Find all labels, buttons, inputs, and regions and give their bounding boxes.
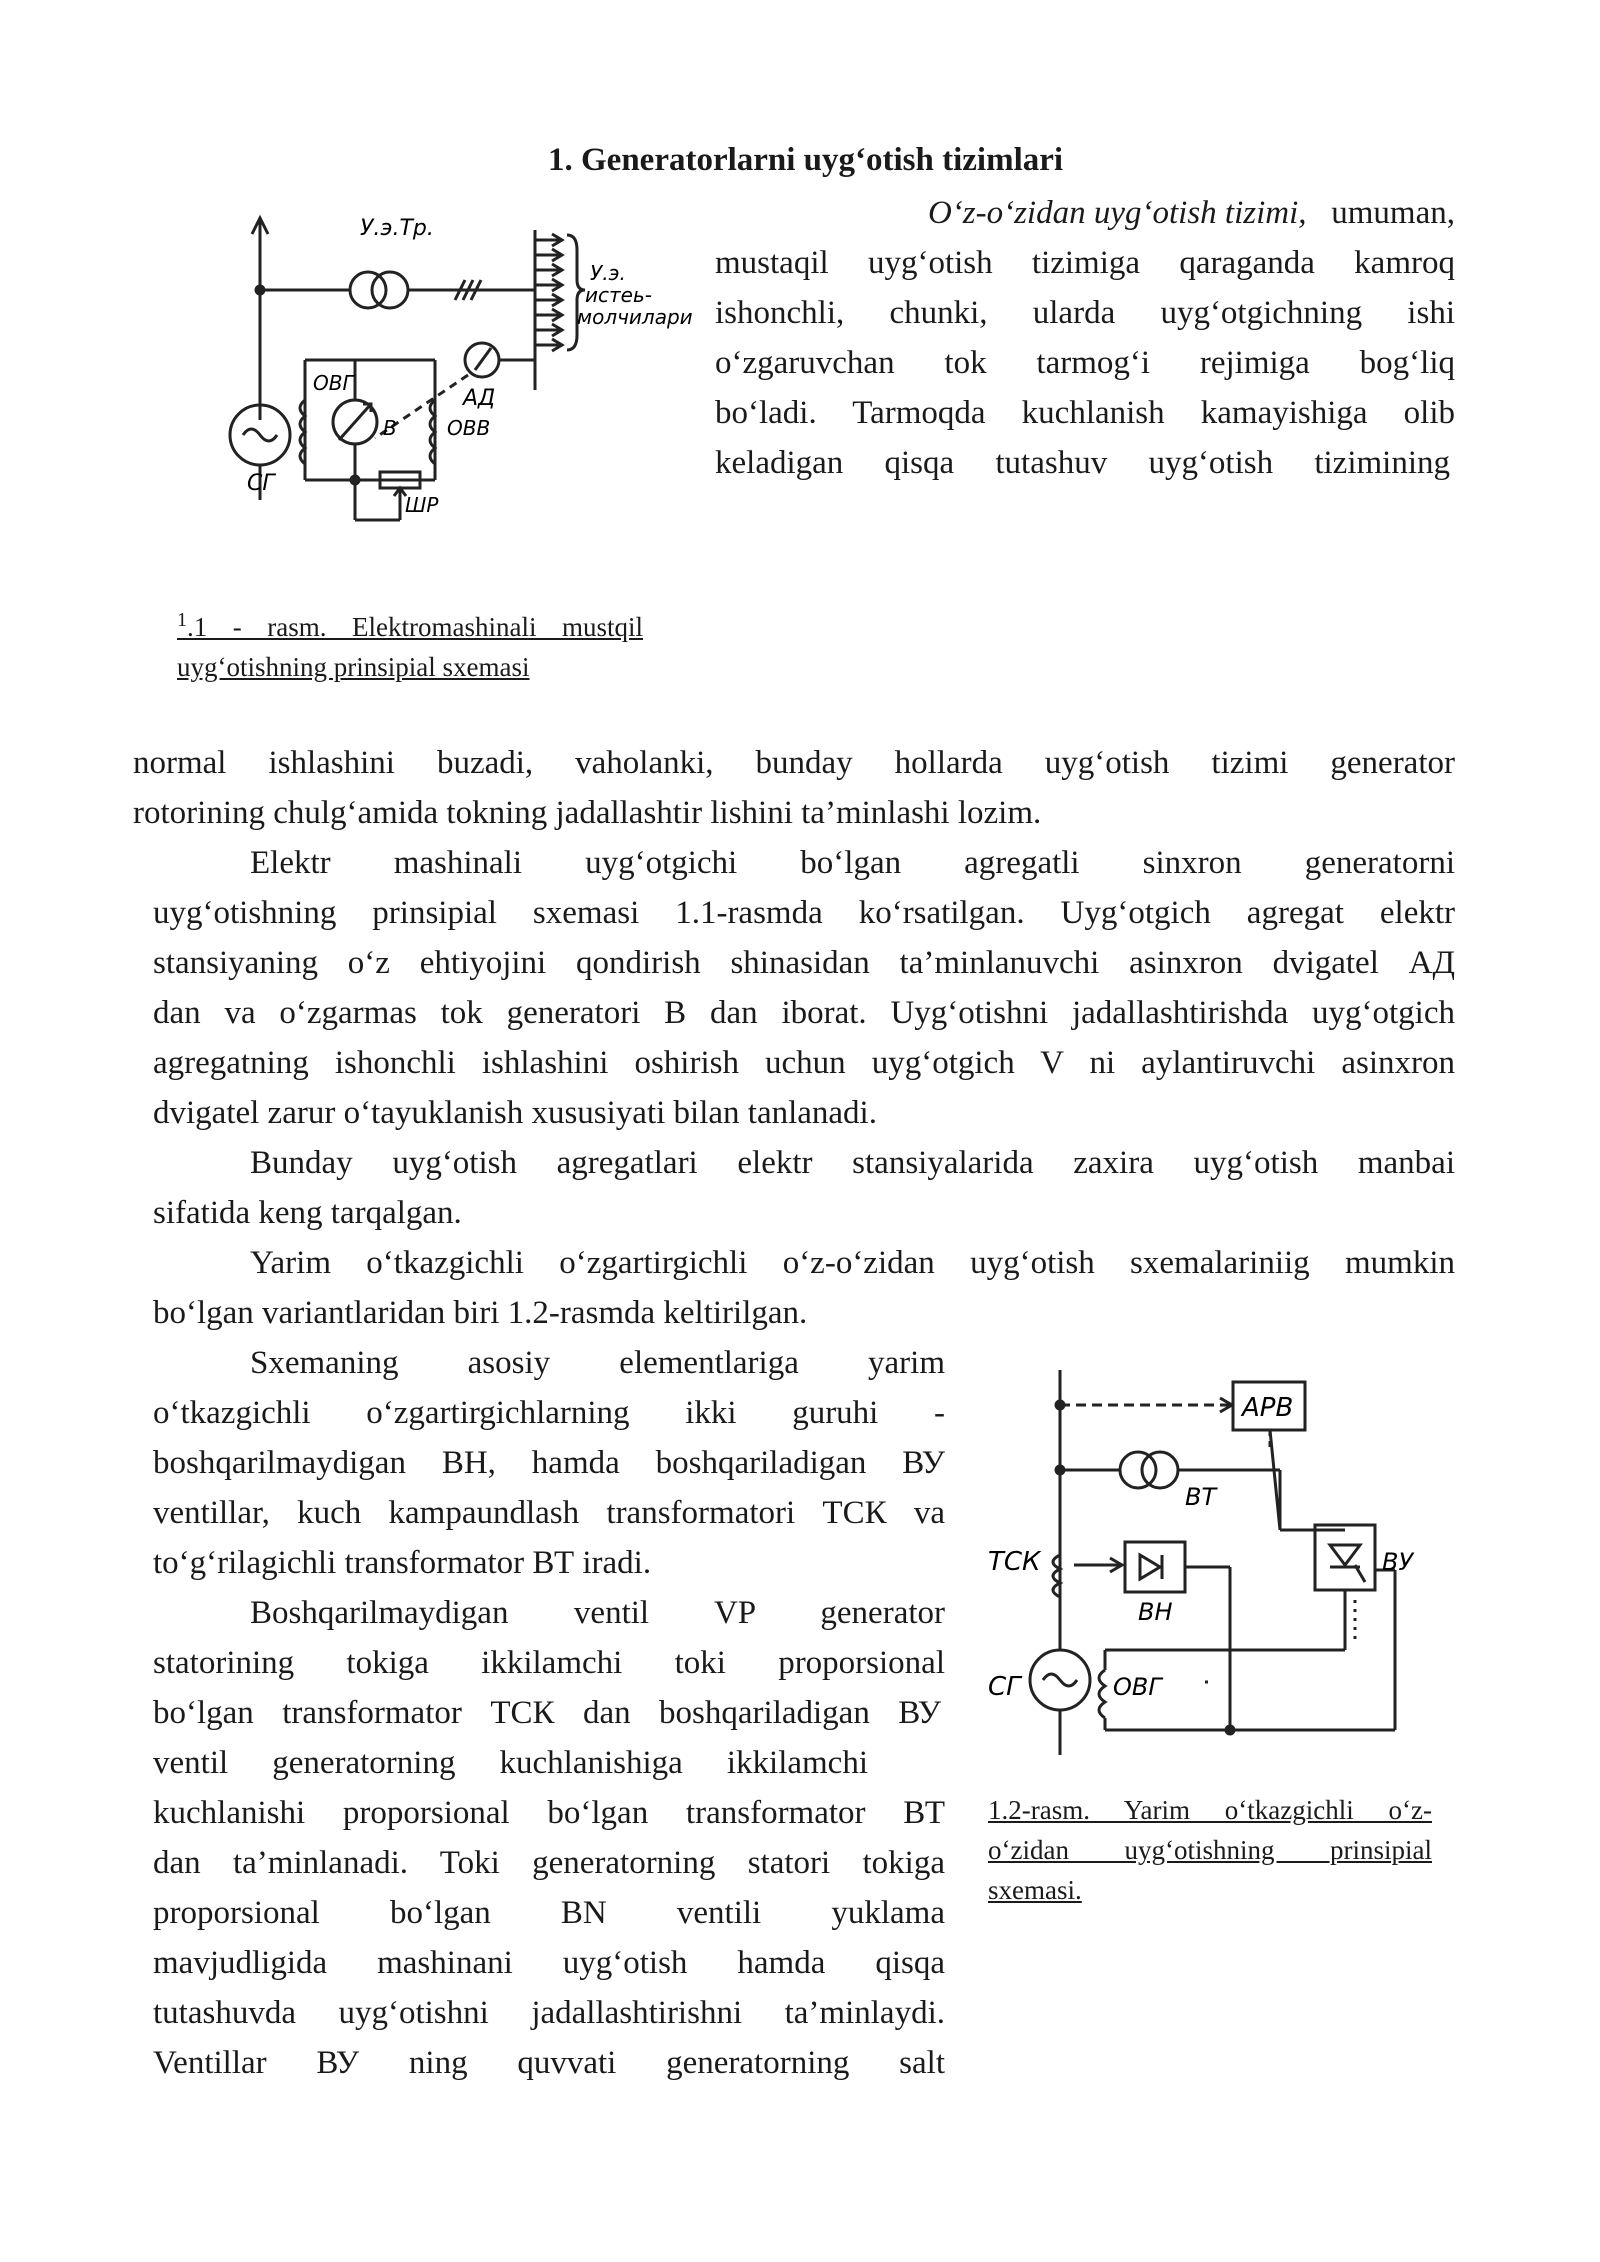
text-line: Yarim o‘tkazgichli o‘zgartirgichli o‘z-o‘zidan uyg‘otish sxemalariniig mumkin	[250, 1245, 1455, 1281]
text-line: to‘g‘rilagichli transformator ВТ iradi.	[153, 1545, 652, 1581]
label-vu: ВУ	[1382, 1548, 1414, 1576]
label-sg: СГ	[247, 471, 275, 496]
label-vt: ВТ	[1185, 1483, 1217, 1511]
label-tsk: ТСК	[988, 1547, 1041, 1577]
text-line: normal ishlashini buzadi, vaholanki, bunday hollarda uyg‘otish tizimi generator	[133, 745, 1455, 781]
intro-rest: umuman,	[1331, 195, 1455, 231]
text-line: proporsional bo‘lgan BN ventili yuklama	[153, 1895, 945, 1931]
label-b: В	[383, 416, 397, 440]
text-line: o‘zgaruvchan tok tarmog‘i rejimiga bog‘liq	[715, 345, 1455, 381]
label-ue-tr: У.э.Тр.	[360, 216, 434, 241]
label-iste: истеь-	[585, 283, 652, 307]
text-line: Bunday uyg‘otish agregatlari elektr stansiyalarida zaxira uyg‘otish manbai	[250, 1145, 1455, 1181]
text-line: boshqarilmaydigan ВН, hamda boshqariladigan ВУ	[153, 1445, 945, 1481]
intro-italic: O‘z-o‘zidan uyg‘otish tizimi,	[927, 195, 1307, 231]
label-ad: АД	[463, 386, 496, 411]
text-line: ventil generatorning kuchlanishiga ikkilamchi	[153, 1745, 868, 1781]
text-line: o‘tkazgichli o‘zgartirgichlarning ikki guruhi -	[153, 1395, 945, 1431]
text-line: Elektr mashinali uyg‘otgichi bo‘lgan agregatli sinxron generatorni	[250, 845, 1455, 881]
label-molchilari: молчилари	[577, 305, 693, 329]
text-line: bo‘ladi. Tarmoqda kuchlanish kamayishiga olib	[715, 395, 1455, 431]
figure-1-2-caption	[988, 1790, 1432, 1910]
text-line: dvigatel zarur o‘tayuklanish xususiyati bilan tanlanadi.	[153, 1095, 877, 1131]
label-shr: ШР	[405, 493, 439, 517]
label-sg-2: СГ	[988, 1672, 1021, 1702]
figure-1-2-diagram	[980, 1360, 1420, 1790]
text-line: kuchlanishi proporsional bo‘lgan transformator ВТ	[153, 1795, 945, 1831]
figure-1-1-caption	[177, 600, 643, 687]
text-line: tutashuvda uyg‘otishni jadallashtirishni ta’minlaydi.	[153, 1995, 945, 2031]
text-line: ventillar, kuch kampaundlash transformatori ТСК va	[153, 1495, 945, 1531]
text-line: dan ta’minlanadi. Toki generatorning statori tokiga	[153, 1845, 945, 1881]
text-line: bo‘lgan variantlaridan biri 1.2-rasmda keltirilgan.	[153, 1295, 808, 1331]
label-vn: ВН	[1138, 1598, 1173, 1626]
section-title: 1. Generatorlarni uyg‘otish tizimlari	[548, 142, 1064, 178]
label-arv: АРВ	[1242, 1393, 1294, 1423]
caption-line: o‘zidan uyg‘otishning prinsipial	[988, 1835, 1432, 1865]
text-line: mavjudligida mashinani uyg‘otish hamda qisqa	[153, 1945, 945, 1981]
text-line: Ventillar ВУ ning quvvati generatorning salt	[153, 2045, 945, 2081]
text-line: Boshqarilmaydigan ventil VP generator	[250, 1595, 945, 1631]
caption-line: 1.2-rasm. Yarim o‘tkazgichli o‘z-	[988, 1795, 1432, 1825]
label-ovg-2: ОВГ	[1113, 1673, 1162, 1701]
caption-text: .1 - rasm. Elektromashinali mustqil	[187, 612, 643, 642]
text-line: sifatida keng tarqalgan.	[153, 1195, 462, 1231]
figure-1-1-diagram	[205, 190, 705, 550]
caption-line	[177, 600, 643, 647]
label-ovv: ОВВ	[447, 416, 491, 440]
text-line: dan va o‘zgarmas tok generatori В dan iborat. Uyg‘otishni jadallashtirishda uyg‘otgich	[153, 995, 1455, 1031]
intro-line	[715, 188, 1455, 238]
text-line: mustaqil uyg‘otish tizimiga qaraganda kamroq	[715, 245, 1455, 281]
text-line: ishonchli, chunki, ularda uyg‘otgichning ishi	[715, 295, 1455, 331]
caption-sup: 1	[177, 609, 187, 631]
text-line: agregatning ishonchli ishlashini oshirish uchun uyg‘otgich V ni aylantiruvchi asinxron	[153, 1045, 1455, 1081]
text-line: keladigan qisqa tutashuv uyg‘otish tizimining	[715, 445, 1450, 481]
caption-line: uyg‘otishning prinsipial sxemasi	[177, 652, 530, 682]
label-ue: У.э.	[590, 261, 626, 285]
text-line: Sxemaning asosiy elementlariga yarim	[250, 1345, 945, 1381]
text-line: statorining tokiga ikkilamchi toki proporsional	[153, 1645, 945, 1681]
label-ovg: ОВГ	[313, 371, 354, 395]
text-line: bo‘lgan transformator ТСК dan boshqariladigan ВУ	[153, 1695, 941, 1731]
text-line: stansiyaning o‘z ehtiyojini qondirish shinasidan ta’minlanuvchi asinxron dvigatel АД	[153, 945, 1455, 981]
text-line: rotorining chulg‘amida tokning jadallashtir lishini ta’minlashi lozim.	[133, 795, 1042, 831]
caption-line: sxemasi.	[988, 1875, 1082, 1905]
text-line: uyg‘otishning prinsipial sxemasi 1.1-rasmda ko‘rsatilgan. Uyg‘otgich agregat elektr	[153, 895, 1455, 931]
